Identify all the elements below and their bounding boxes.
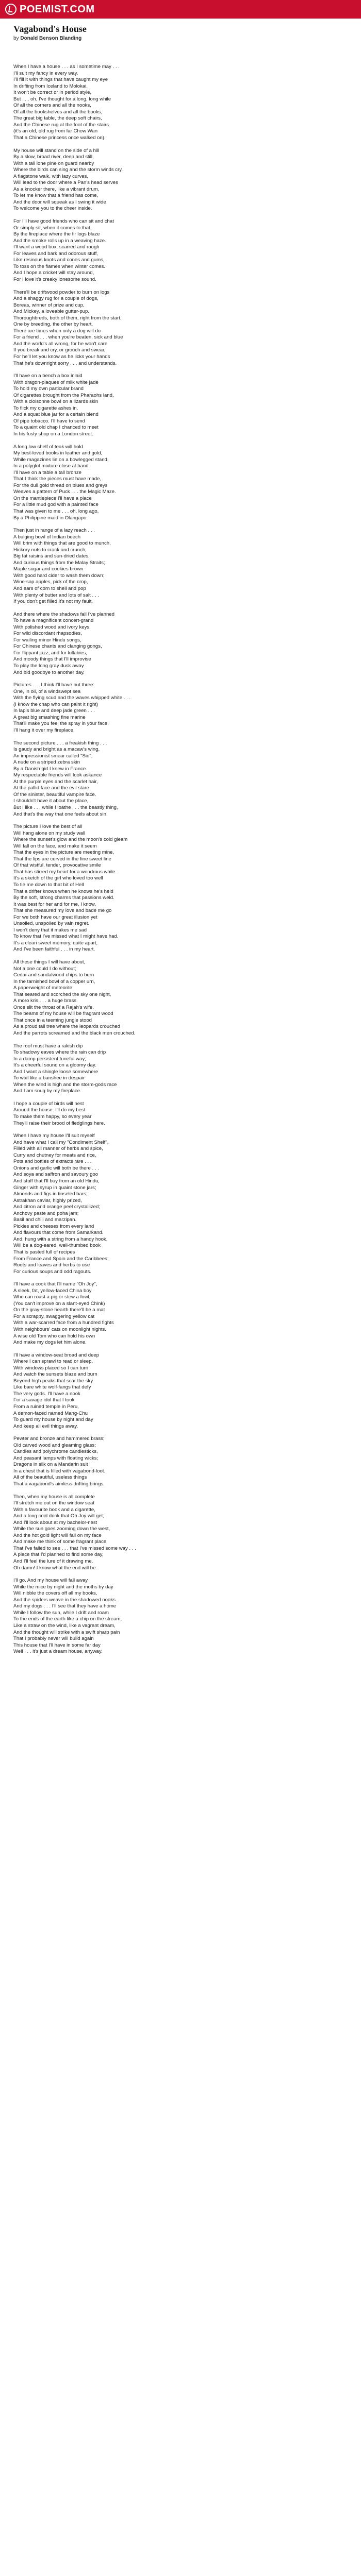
poem-line: That a Chinese princess once walked on). (13, 135, 106, 141)
poem-line: It's a sketch of the girl who loved too well (13, 875, 103, 882)
poem-line: Pickles and cheeses from every land (13, 1223, 94, 1229)
poem-line: With a war-scarred face from a hundred fights (13, 1320, 114, 1326)
poem-line: And I hope a cricket will stay around, (13, 270, 94, 276)
poem-line: For Chinese chants and clanging gongs, (13, 643, 102, 650)
poem-line: A great big smashing fine marine (13, 714, 86, 720)
poem-line: That she measured my love and bade me go (13, 908, 112, 914)
poem-line: That was given to me . . . oh, long ago, (13, 509, 99, 514)
poem-line: I won't deny that it makes me sad (13, 927, 87, 933)
poem-line: And citron and orange peel crystallized; (13, 1204, 100, 1210)
poem-line: Who can roast a pig or stew a fowl, (13, 1294, 91, 1300)
poem-stanza (13, 218, 343, 283)
poem-line: When I have a house . . . as I sometime may . . . (13, 64, 120, 70)
poem-line: That I think the pieces must have made, (13, 476, 102, 482)
poem-line: The beams of my house will be fragrant wood (13, 1011, 113, 1017)
poem-line: Weaves a pattern of Puck . . . the Magic Maze. (13, 489, 116, 495)
poem-author-link[interactable]: Donald Benson Blanding (20, 36, 82, 41)
poem-line: In a polyglot mixture close at hand. (13, 463, 90, 469)
poem-stanza (13, 1101, 343, 1127)
poem-line: Like resinous knots and cones and gums, (13, 257, 105, 263)
poem-line: Will hang alone on my study wall (13, 830, 86, 836)
poem-line: With the flying scud and the waves whipped white . . . (13, 695, 131, 701)
poem-line: There are times when only a dog will do (13, 328, 101, 334)
poem-line: And make me think of some fragrant place (13, 1539, 107, 1545)
site-logo-link[interactable] (5, 4, 95, 15)
poem-line: A demon-faced named Mang-Chu (13, 1410, 88, 1416)
poem-line: From France and Spain and the Caribbees; (13, 1256, 109, 1262)
poem-line: With a cloisonne bowl on a lizards skin (13, 399, 99, 405)
poem-line: In the tarnished bowl of a copper urn, (13, 978, 95, 985)
poem-line: And there where the shadows fall I've planned (13, 611, 114, 617)
poem-line: And I've been faithful . . . in my heart. (13, 946, 95, 953)
poem-line: In drifting from Iceland to Molokai. (13, 83, 88, 89)
poem-line: In his fusty shop on a London street. (13, 431, 93, 437)
poem-line: When the wind is high and the storm-gods race (13, 1081, 117, 1088)
poem-line: And the hot gold light will fall on my face (13, 1532, 102, 1538)
poem-stanza (13, 1352, 343, 1430)
poem-line: With good hard cider to wash them down; (13, 572, 105, 579)
poem-line: Of pipe tobacco. I'll have to send (13, 418, 85, 424)
poem-line: Boreas, winner of prize and cup, (13, 302, 85, 308)
poem-line: On the gray-stone hearth there'll be a mat (13, 1307, 105, 1313)
poem-line: Old carved wood and gleaming glass; (13, 1442, 96, 1448)
poem-line: That seared and scorched the sky one night, (13, 991, 111, 997)
poem-line: The second picture . . . a freakish thing . . . (13, 740, 107, 746)
poem-line: If you break and cry, or grouch and swear, (13, 347, 106, 353)
poem-line: (You can't improve on a slant-eyed Chink) (13, 1300, 105, 1307)
poem-line: And, hung with a string from a handy hook, (13, 1236, 108, 1242)
poem-line: Where the birds can sing and the storm winds cry. (13, 167, 123, 173)
poem-line: There'll be driftwood powder to burn on logs (13, 289, 110, 295)
poem-stanza (13, 1436, 343, 1487)
poem-line: Pewter and bronze and hammered brass; (13, 1436, 105, 1442)
poem-line: For a little mud god with a painted face (13, 502, 99, 508)
poem-line: While I follow the sun, while I drift and roam (13, 1609, 109, 1616)
poem-line: Of all the bookshelves and all the books, (13, 109, 103, 115)
poem-line: It's a cheerful sound on a gloomy day. (13, 1062, 96, 1069)
poem-line: In a chest that is filled with vagabond-loot. (13, 1468, 106, 1474)
poem-line: With a tall lone pine on guard nearby (13, 160, 94, 166)
poem-line: And a squat blue jar for a certain blend (13, 412, 99, 418)
poem-line: Like bare white wolf-fangs that defy (13, 1384, 91, 1391)
poem-line: Astrakhan caviar, highly prized, (13, 1197, 82, 1204)
poem-line: While the sun goes zooming down the west, (13, 1526, 110, 1532)
poem-line: To the ends of the earth like a chip on the stream, (13, 1616, 122, 1622)
poem-stanza (13, 740, 343, 818)
poem-line: Onions and garlic will both be there . . . (13, 1165, 99, 1171)
poem-title: Vagabond's House (13, 24, 87, 34)
poem-line: With polished wood and ivory keys, (13, 624, 91, 630)
poem-line: Big fat raisins and sun-dried dates, (13, 553, 90, 560)
poem-line: For the dull gold thread on blues and greys (13, 482, 108, 488)
poem-stanza (13, 444, 343, 522)
poem-stanza (13, 1043, 343, 1095)
poem-line: Around the house. I'll do my best (13, 1107, 86, 1113)
poem-line: While magazines lie on a bowlegged stand, (13, 456, 109, 463)
poem-line: And a shaggy rug for a couple of dogs, (13, 296, 99, 302)
poem-line: Of the sinister, beautiful vampire face. (13, 791, 96, 798)
poem-line: My respectable friends will look askance (13, 772, 102, 778)
poem-line: And curious things from the Malay Straits; (13, 560, 105, 566)
poem-line: I hope a couple of birds will nest (13, 1100, 84, 1107)
poem-stanza (13, 959, 343, 1037)
poem-line: For we both have our great illusion yet (13, 914, 97, 920)
poem-line: For wild discordant rhapsodies, (13, 631, 82, 637)
poem-line: While the mice by night and the moths by day (13, 1584, 113, 1590)
poem-line: With windows placed so I can turn (13, 1365, 89, 1371)
poem-line: With a favourite book and a cigarette, (13, 1506, 95, 1513)
poem-line: To welcome you to the cheer inside. (13, 206, 92, 212)
poem-line: Of cigarettes brought from the Pharaohs land, (13, 392, 114, 398)
poem-line: I'll want a wood box, scarred and rough (13, 244, 100, 250)
poem-stanza (13, 373, 343, 437)
poem-line: And ears of corn to shell and pop (13, 586, 86, 592)
poem-line: I'll have a window-seat broad and deep (13, 1352, 100, 1358)
poem-line: And my dogs . . . I'll see that they have a home (13, 1603, 117, 1609)
poem-line: But I like . . . while I loathe . . . the beastly thing, (13, 804, 118, 810)
poem-line: To wail like a banshee in despair (13, 1075, 85, 1081)
poem-line: And a long cool drink that Oh Joy will get; (13, 1513, 104, 1519)
poem-line: It won't be correct or in period style, (13, 90, 92, 96)
poem-line: I shouldn't have it about the place, (13, 798, 89, 804)
poem-line: Wine-sap apples, pick of the crop, (13, 579, 88, 585)
poem-line: Hickory nuts to crack and crunch; (13, 547, 87, 553)
poem-line: When I have my house I'll suit myself (13, 1133, 95, 1139)
poem-line: To hold my own particular brand (13, 386, 84, 392)
poem-line: That he's downright sorry . . . and understands. (13, 360, 117, 366)
poem-line: One, in oil, of a windswept sea (13, 688, 81, 694)
poem-line: Unsoiled, unspoiled by vain regret. (13, 921, 90, 927)
poem-stanza (13, 1578, 343, 1655)
poem-line: By the soft, strong charms that passions weld. (13, 895, 114, 901)
poem-stanza (13, 1133, 343, 1275)
poem-line: Will brim with things that are good to munch, (13, 540, 111, 547)
poem-line: For I'll have good friends who can sit and chat (13, 218, 114, 225)
poem-line: Is gaudy and bright as a macaw's wing, (13, 747, 100, 753)
poem-line: And moody things that I'll improvise (13, 656, 91, 663)
poem-line: For flippant jazz, and for lullabies, (13, 650, 87, 656)
poem-line: That has stirred my heart for a wondrous while. (13, 869, 117, 875)
byline-prefix: by (13, 36, 19, 41)
poem-line: Will nibble the covers off all my books, (13, 1590, 97, 1597)
poem-line: My best-loved books in leather and gold, (13, 450, 103, 456)
poem-line: Of that wistful, tender, provocative smile (13, 862, 101, 869)
poem-line: (I know the chap who can paint it right) (13, 701, 99, 707)
poem-line: The very gods. I'll have a nook (13, 1391, 80, 1397)
poem-line: And soya and saffron and savoury goo (13, 1172, 99, 1178)
poem-line: And watch the sunsets blaze and burn (13, 1371, 97, 1378)
poem-line: A moro kris . . . a huge brass (13, 998, 77, 1004)
poem-line: To flick my cigarette ashes in. (13, 405, 78, 411)
poem-line: A nude on a striped zebra skin (13, 759, 80, 766)
poem-line: With neighbours' cats on moonlight nights. (13, 1326, 106, 1332)
poem-line: Thoroughbreds, both of them, right from the start, (13, 315, 122, 321)
poem-line: For leaves and bark and odorous stuff, (13, 250, 99, 257)
poem-line: They'll raise their brood of fledglings here. (13, 1120, 105, 1126)
poem-stanza (13, 1494, 343, 1572)
poem-line: And Mickey, a loveable gutter-pup. (13, 309, 90, 315)
poem-line: To tie me down to that bit of Hell (13, 882, 84, 888)
poem-line: I'll fill it with things that have caught my eye (13, 77, 108, 83)
poem-line: Candles and polychrome candlesticks, (13, 1449, 98, 1455)
poem-line: I'll suit my fancy in every way. (13, 70, 78, 76)
poem-line: Like a straw on the wind, like a vagrant dream, (13, 1622, 116, 1629)
poem-line: Pictures . . . I think I'll have but three: (13, 682, 95, 688)
poem-line: (it's an old, old rug from far Chow Wan (13, 128, 98, 134)
poem-line: And the smoke rolls up in a weaving haze. (13, 238, 106, 244)
poem-line: For a scrappy, swaggering yellow cat (13, 1313, 95, 1319)
poem-line: Pots and bottles of extracts rare . . . (13, 1159, 92, 1165)
poem-line: For he'll let you know as he licks your hands (13, 353, 110, 360)
poem-line: And that's the way that one feels about sin. (13, 811, 108, 817)
poem-stanza (13, 290, 343, 367)
poem-line: And the spiders weave in the shadowed nooks. (13, 1597, 117, 1603)
poem-line: It was best for her and for me, I know, (13, 901, 96, 907)
poem-line: Maple sugar and cookies brown (13, 566, 84, 572)
poem-line: Anchovy paste and poha jam; (13, 1210, 79, 1216)
poem-line: All of the beautiful, useless things (13, 1475, 87, 1481)
poem-line: The great big table, the deep soft chairs, (13, 115, 102, 122)
poem-line: As a knocker there, like a vibrant drum, (13, 186, 100, 192)
poem-container (13, 24, 343, 1662)
poem-line: That is pasted full of recipes (13, 1249, 75, 1255)
site-logo-text: POEMIST.COM (20, 3, 95, 15)
poem-line: I'll have on a bench a box inlaid (13, 373, 83, 379)
poem-line: It's a clean sweet memory, quite apart, (13, 940, 98, 946)
poem-line: And the thought will strike with a swift sharp pain (13, 1629, 120, 1635)
poem-line: Filled with all manner of herbs and spice, (13, 1146, 103, 1152)
poem-line: The roof must have a rakish dip (13, 1043, 83, 1049)
poem-line: For a friend . . . when you're beaten, sick and blue (13, 334, 123, 341)
poem-line: By a Danish girl I knew in France. (13, 766, 87, 772)
poem-line: To play the long gray dusk away (13, 663, 84, 669)
poem-line: A wise old Tom who can hold his own (13, 1333, 95, 1339)
poem-line: That a drifter knows when he knows he's held (13, 888, 113, 894)
poem-line: For curious soups and odd ragouts. (13, 1268, 91, 1275)
poem-line: To make them happy, so every year (13, 1114, 92, 1120)
poem-line: And stuff that I'll buy from an old Hindu, (13, 1178, 100, 1184)
poem-line: All these things I will have about, (13, 959, 86, 965)
poem-line: A sleek, fat, yellow-faced China boy (13, 1287, 92, 1294)
poem-line: Roots and leaves and herbs to use (13, 1262, 90, 1268)
poem-line: To guard my house by night and day (13, 1417, 93, 1423)
poem-line: Then, when my house is all complete (13, 1494, 95, 1500)
poem-line: And I want a shingle loose somewhere (13, 1069, 99, 1075)
poem-line: Where I can sprawl to read or sleep, (13, 1359, 93, 1365)
poem-line: And the door will squeak as I swing it wide (13, 199, 106, 205)
poem-line: Where the sunset's glow and the moon's cold gleam (13, 837, 128, 843)
poem-line: And I'll look about at my bachelor-nest (13, 1519, 97, 1526)
poem-line: Will fall on the face, and make it seem (13, 843, 97, 849)
poem-line: For I love it's creaky lonesome sound. (13, 276, 96, 282)
poem-line: A long low shelf of teak will hold (13, 444, 83, 450)
poem-stanza (13, 682, 343, 734)
poem-line: And the world's all wrong, for he won't care (13, 341, 108, 347)
poem-line: And I am snug by my fireplace. (13, 1088, 81, 1094)
poem-line: A place that I'd planned to find some day, (13, 1552, 104, 1558)
poem-line: And the parrots screamed and the black men crouched. (13, 1030, 136, 1037)
poem-line: And flavours that come from Samarkand. (13, 1230, 104, 1236)
poem-line: To let me know that a friend has come, (13, 193, 99, 199)
poem-line: I'll hang it over my fireplace. (13, 727, 75, 733)
poem-stanza (13, 824, 343, 953)
poem-line: A bulging bowl of Indian beech (13, 534, 81, 540)
poem-line: For a savage idol that I took (13, 1397, 75, 1403)
poem-line: But . . . oh, I've thought for a long, long while (13, 96, 111, 102)
poem-line: At the pallid face and the evil stare (13, 785, 89, 791)
poem-line: Curry and chutney for meats and rice, (13, 1152, 96, 1158)
poem-line: Well . . . it's just a dream house, anyway. (13, 1649, 103, 1655)
poem-line: I'll stretch me out on the window seat (13, 1500, 95, 1506)
poem-line: For wailing minor Hindu songs, (13, 637, 81, 643)
poem-line: An impressionist smear called "Sin", (13, 753, 93, 759)
poem-line: And bid goodbye to another day. (13, 669, 85, 675)
poem-line: I'll go. And my house will fall away (13, 1578, 88, 1584)
poem-line: That the eyes in the picture are meeting mine, (13, 850, 114, 856)
poem-line: And peasant lamps with floating wicks; (13, 1455, 99, 1461)
poem-line: By the fireplace where the fir logs blaze (13, 231, 100, 238)
poem-line: One by breeding, the other by heart. (13, 321, 93, 328)
site-header (0, 0, 361, 19)
poem-line: That'll make you feel the spray in your face. (13, 721, 109, 727)
poem-line: If you don't get filled it's not my fault. (13, 599, 93, 605)
poem-line: In a damp persistent tuneful way; (13, 1056, 86, 1062)
poem-line: Or simply sit, when it comes to that, (13, 225, 92, 231)
poem-line: From a ruined temple in Peru, (13, 1404, 79, 1410)
poem-stanza (13, 1281, 343, 1346)
poem-line: Once slit the throat of a Rajah's wife. (13, 1004, 94, 1010)
poem-line: A flagstone walk, with lazy curves, (13, 173, 89, 179)
poem-line: And keep all evil things away. (13, 1423, 78, 1429)
poem-line: The picture I love the best of all (13, 824, 83, 830)
poem-line: Not a one could I do without; (13, 965, 76, 972)
poem-line: To toss on the flames when winter comes. (13, 263, 106, 269)
poem-line: Oh damn! I know what the end will be: (13, 1565, 97, 1571)
poem-line: This house that I'll have in some far day (13, 1642, 101, 1648)
poem-line: As a proud tall tree where the leopards crouched (13, 1024, 120, 1030)
poem-line: On the mantlepiece I'll have a place (13, 495, 92, 501)
poem-line: And I'll feel the lure of it drawing me. (13, 1558, 93, 1565)
poem-byline (13, 36, 343, 41)
poem-body (13, 64, 343, 1655)
poem-line: Of all the corners and all the nooks, (13, 103, 91, 109)
poem-line: With plenty of butter and lots of salt . . . (13, 592, 99, 598)
poem-line: To know that I've missed what I might have had. (13, 934, 119, 940)
poemist-logo-icon (5, 4, 17, 15)
poem-stanza (13, 528, 343, 605)
poem-line: To shadowy eaves where the rain can drip (13, 1049, 106, 1056)
poem-line: By a slow, broad river, deep and still, (13, 154, 94, 160)
poem-line: Cedar and sandalwood chips to burn (13, 972, 94, 978)
poem-line: That I've failed to see . . . that I've missed some way . . . (13, 1545, 136, 1551)
poem-line: By a Philippine maid in Olangapo. (13, 515, 88, 521)
poem-line: To have a magnificent concert-grand (13, 618, 94, 624)
poem-line: That a vagabond's aimless drifting brings. (13, 1481, 105, 1487)
poem-line: Ginger with syrup in quaint stone jars; (13, 1184, 96, 1191)
poem-line: And the Chinese rug at the foot of the stairs (13, 122, 109, 128)
poem-line: Will be a dog-eared, well-thumbed book (13, 1243, 101, 1249)
poem-line: Almonds and figs in tinseled bars; (13, 1191, 88, 1197)
poem-line: Basil and chili and marzipan. (13, 1217, 77, 1223)
poem-line: A paperweight of meteorite (13, 985, 73, 991)
poem-line: Then just in range of a lazy reach . . . (13, 528, 95, 534)
poem-line: Will lead to the door where a Pan's head serves (13, 180, 118, 186)
poem-line: I'll have on a table a tall bronze (13, 469, 81, 476)
poem-line: To a quaint old chap I chanced to meet (13, 425, 99, 431)
poem-line: In lapis blue and deep jade green . . . (13, 708, 95, 714)
poem-line: That once in a teeming jungle stood (13, 1017, 92, 1023)
poem-line: Dragons in silk on a Mandarin suit (13, 1462, 88, 1468)
poem-line: Beyond high peaks that scar the sky (13, 1378, 93, 1384)
poem-line: That the lips are curved in the fine sweet line (13, 856, 111, 862)
poem-stanza (13, 612, 343, 676)
poem-stanza (13, 148, 343, 212)
poem-line: My house will stand on the side of a hill (13, 147, 100, 154)
poem-line: I'll have a cook that I'll name "Oh Joy", (13, 1281, 97, 1287)
poem-stanza (13, 64, 343, 142)
poem-line: And make my dogs let him alone. (13, 1340, 87, 1346)
poem-line: That I probably never will build again (13, 1636, 94, 1642)
poem-line: With dragon-plaques of milk white jade (13, 379, 99, 385)
poem-line: And have what I call my "Condiment Shelf", (13, 1139, 109, 1145)
poem-line: At the purple eyes and the scarlet hair, (13, 778, 98, 785)
